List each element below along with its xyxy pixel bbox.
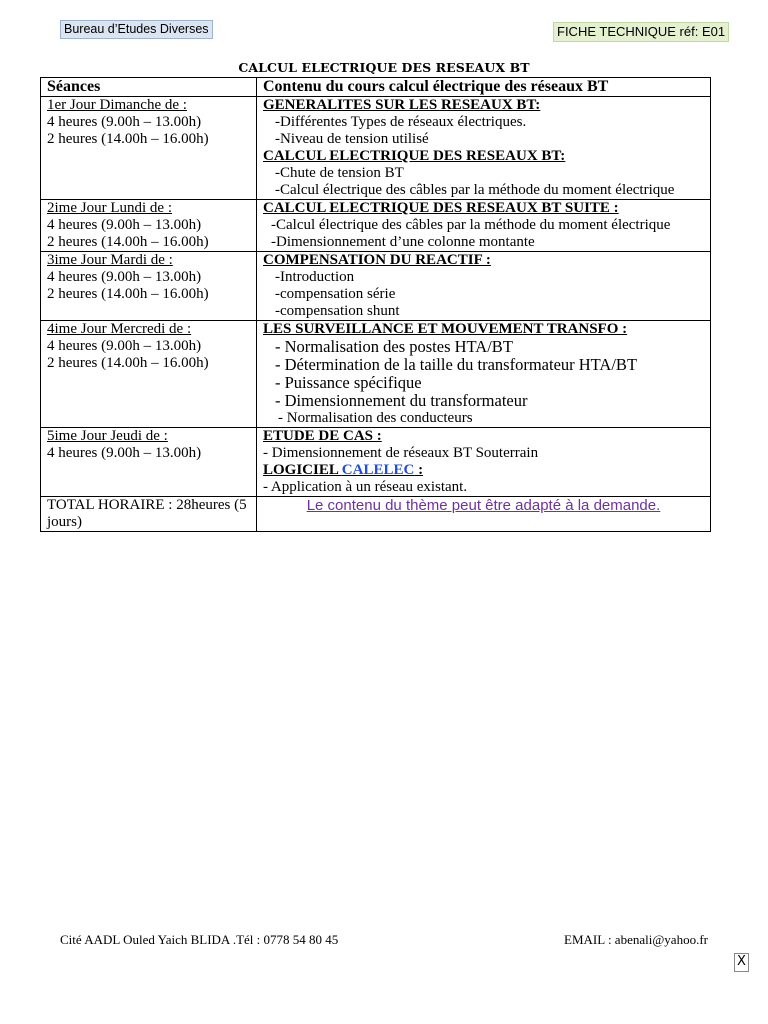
adaptation-note: Le contenu du thème peut être adapté à la demande. xyxy=(306,497,661,514)
day-label: 2ime Jour Lundi de : xyxy=(47,200,172,216)
total-hours-cell: TOTAL HORAIRE : 28heures (5 jours) xyxy=(41,497,257,532)
topic-item: - Puissance spécifique xyxy=(275,373,422,392)
section-heading: ETUDE DE CAS : xyxy=(263,428,382,444)
table-header-row xyxy=(41,78,711,97)
table-row xyxy=(41,252,711,321)
footer-email: EMAIL : abenali@yahoo.fr xyxy=(564,932,708,947)
company-name-tag: Bureau d’Etudes Diverses xyxy=(60,20,213,39)
section-heading: COMPENSATION DU REACTIF : xyxy=(263,252,491,268)
topic-item: - Dimensionnement du transformateur xyxy=(275,391,528,410)
time-slot: 4 heures (9.00h – 13.00h) xyxy=(47,445,202,461)
day-label: 4ime Jour Mercredi de : xyxy=(47,321,192,337)
time-slot: 2 heures (14.00h – 16.00h) xyxy=(47,286,209,302)
content-cell xyxy=(257,200,711,252)
table-row xyxy=(41,321,711,428)
course-schedule-table xyxy=(40,77,711,532)
topic-item: -Calcul électrique des câbles par la méthode du moment électrique xyxy=(271,217,671,233)
session-cell xyxy=(41,428,257,497)
day-label: 1er Jour Dimanche de : xyxy=(47,97,187,113)
session-cell xyxy=(41,200,257,252)
content-cell xyxy=(257,428,711,497)
sessions-column-header: Séances xyxy=(41,78,257,97)
software-name: CALELEC xyxy=(341,462,415,478)
topic-item: - Dimensionnement de réseaux BT Souterrain xyxy=(263,445,539,461)
topic-item: - Détermination de la taille du transformateur HTA/BT xyxy=(275,355,638,374)
time-slot: 2 heures (14.00h – 16.00h) xyxy=(47,131,209,147)
section-heading: CALCUL ELECTRIQUE DES RESEAUX BT SUITE : xyxy=(263,200,619,216)
session-cell xyxy=(41,252,257,321)
topic-item: -Niveau de tension utilisé xyxy=(275,131,429,147)
time-slot: 4 heures (9.00h – 13.00h) xyxy=(47,338,202,354)
document-title: CALCUL ELECTRIQUE DES RESEAUX BT xyxy=(238,60,530,75)
content-cell xyxy=(257,321,711,428)
section-heading: LES SURVEILLANCE ET MOUVEMENT TRANSFO : xyxy=(263,321,628,337)
topic-item: -compensation série xyxy=(275,286,396,302)
topic-item: - Normalisation des conducteurs xyxy=(278,410,473,426)
day-label: 5ime Jour Jeudi de : xyxy=(47,428,168,444)
time-slot: 4 heures (9.00h – 13.00h) xyxy=(47,114,202,130)
table-row xyxy=(41,428,711,497)
total-row xyxy=(41,497,711,532)
session-cell xyxy=(41,97,257,200)
software-heading xyxy=(263,462,704,479)
topic-item: -Dimensionnement d’une colonne montante xyxy=(271,234,535,250)
time-slot: 4 heures (9.00h – 13.00h) xyxy=(47,269,202,285)
note-cell xyxy=(257,497,711,532)
software-prefix: LOGICIEL xyxy=(263,462,342,478)
close-button[interactable]: X xyxy=(734,953,749,972)
table-row xyxy=(41,200,711,252)
time-slot: 4 heures (9.00h – 13.00h) xyxy=(47,217,202,233)
section-heading: CALCUL ELECTRIQUE DES RESEAUX BT: xyxy=(263,148,566,164)
session-cell xyxy=(41,321,257,428)
content-cell xyxy=(257,97,711,200)
footer-address: Cité AADL Ouled Yaich BLIDA .Tél : 0778 54 80 45 xyxy=(60,932,339,947)
day-label: 3ime Jour Mardi de : xyxy=(47,252,173,268)
reference-tag: FICHE TECHNIQUE réf: E01 xyxy=(553,22,729,42)
topic-item: -Introduction xyxy=(275,269,355,285)
content-column-header: Contenu du cours calcul électrique des réseaux BT xyxy=(257,78,711,97)
section-heading: GENERALITES SUR LES RESEAUX BT: xyxy=(263,97,541,113)
topic-item: - Normalisation des postes HTA/BT xyxy=(275,337,513,356)
software-suffix: : xyxy=(414,462,424,478)
topic-item: -Différentes Types de réseaux électriques. xyxy=(275,114,527,130)
topic-item: -compensation shunt xyxy=(275,303,400,319)
table-row xyxy=(41,97,711,200)
time-slot: 2 heures (14.00h – 16.00h) xyxy=(47,355,209,371)
topic-item: -Calcul électrique des câbles par la méthode du moment électrique xyxy=(275,182,675,198)
time-slot: 2 heures (14.00h – 16.00h) xyxy=(47,234,209,250)
topic-item: -Chute de tension BT xyxy=(275,165,404,181)
topic-item: - Application à un réseau existant. xyxy=(263,479,468,495)
content-cell xyxy=(257,252,711,321)
